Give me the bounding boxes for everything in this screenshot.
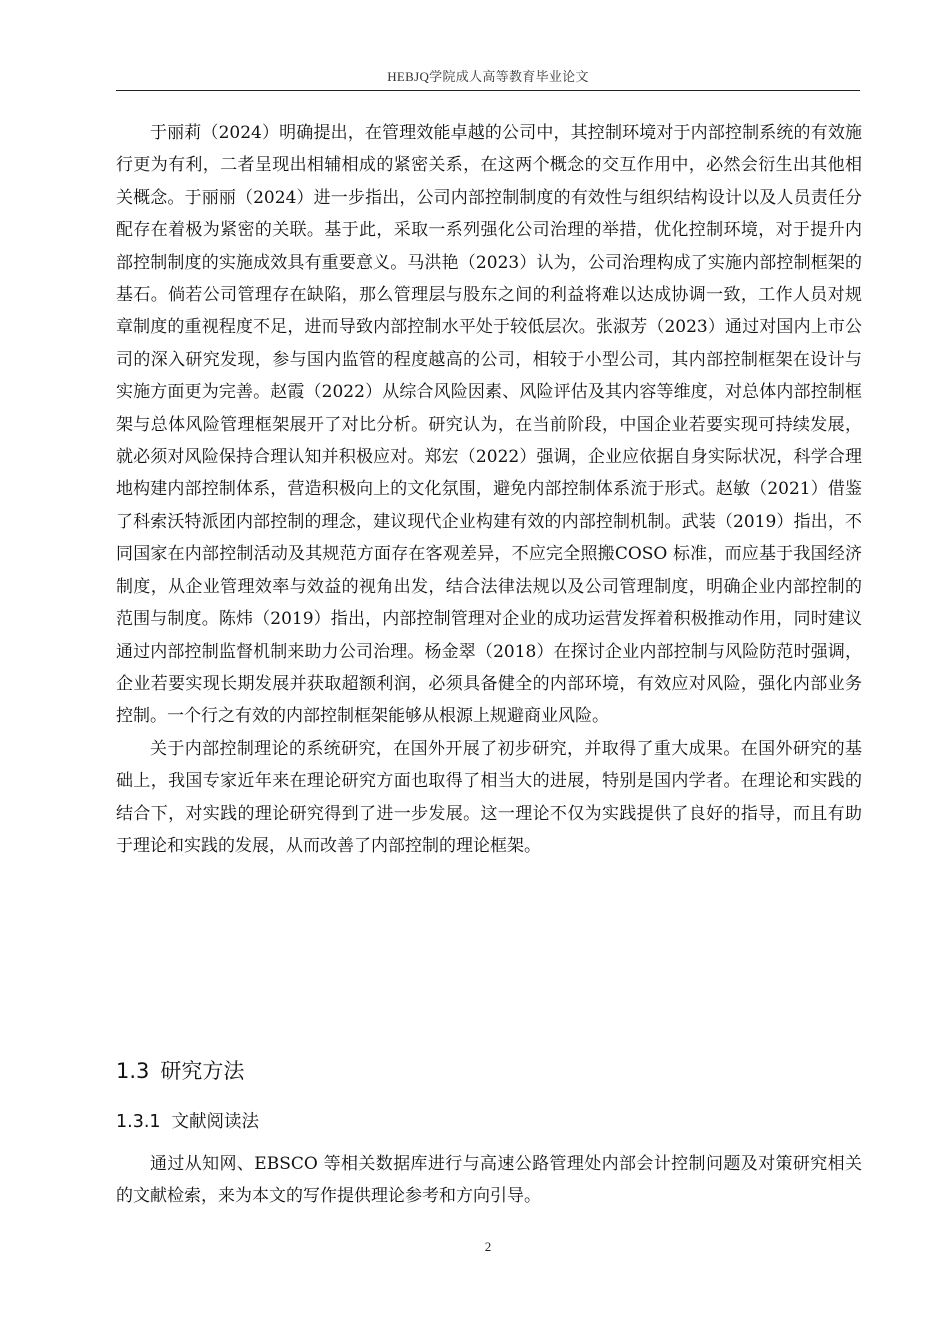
page-number: 2: [484, 1239, 492, 1254]
body-paragraph-method: 通过从知网、EBSCO 等相关数据库进行与高速公路管理处内部会计控制问题及对策研究相关的文献检索，来为本文的写作提供理论参考和方向引导。: [116, 1154, 862, 1207]
literature-review-body: [116, 117, 862, 862]
header-divider: [116, 90, 860, 91]
subsection-title-text: 文献阅读法: [171, 1112, 260, 1132]
subsection-heading: [116, 1107, 259, 1137]
subsection-number: 1.3.1: [116, 1112, 161, 1132]
section-number: 1.3: [116, 1059, 150, 1083]
section-title-text: 研究方法: [160, 1059, 245, 1083]
body-paragraph-domestic-review: 于丽莉（2024）明确提出，在管理效能卓越的公司中，其控制环境对于内部控制系统的有效施行更为有利，二者呈现出相辅相成的紧密关系，在这两个概念的交互作用中，必然会衍生出其他相关概念。于丽丽（2024）进一步指出，公司内部控制制度的有效性与组织结构设计以及人员责任分配存在着极为紧密的关联。基于此，采取一系列强化公司治理的举措，优化控制环境，对于提升内部控制制度的实施成效具有重要意义。马洪艳（2023）认为，公司治理构成了实施内部控制框架的基石。倘若公司管理存在缺陷，那么管理层与股东之间的利益将难以达成协调一致，工作人员对规章制度的重视程度不足，进而导致内部控制水平处于较低层次。张淑芳（2023）通过对国内上市公司的深入研究发现，参与国内监管的程度越高的公司，相较于小型公司，其内部控制框架在设计与实施方面更为完善。赵霞（2022）从综合风险因素、风险评估及其内容等维度，对总体内部控制框架与总体风险管理框架展开了对比分析。研究认为，在当前阶段，中国企业若要实现可持续发展，就必须对风险保持合理认知并积极应对。郑宏（2022）强调，企业应依据自身实际状况，科学合理地构建内部控制体系，营造积极向上的文化氛围，避免内部控制体系流于形式。赵敏（2021）借鉴了科索沃特派团内部控制的理念，建议现代企业构建有效的内部控制机制。武装（2019）指出，不同国家在内部控制活动及其规范方面存在客观差异，不应完全照搬COSO 标准，而应基于我国经济制度，从企业管理效率与效益的视角出发，结合法律法规以及公司管理制度，明确企业内部控制的范围与制度。陈炜（2019）指出，内部控制管理对企业的成功运营发挥着积极推动作用，同时建议通过内部控制监督机制来助力公司治理。杨金翠（2018）在探讨企业内部控制与风险防范时强调，企业若要实现长期发展并获取超额利润，必须具备健全的内部环境，有效应对风险，强化内部业务控制。一个行之有效的内部控制框架能够从根源上规避商业风险。: [116, 123, 862, 727]
page-header: HEBJQ学院成人高等教育毕业论文: [387, 69, 589, 84]
body-paragraph-summary: 关于内部控制理论的系统研究，在国外开展了初步研究，并取得了重大成果。在国外研究的基础上，我国专家近年来在理论研究方面也取得了相当大的进展，特别是国内学者。在理论和实践的结合下，对实践的理论研究得到了进一步发展。这一理论不仅为实践提供了良好的指导，而且有助于理论和实践的发展，从而改善了内部控制的理论框架。: [116, 738, 862, 856]
section-heading: [116, 1055, 244, 1087]
subsection-body: [116, 1148, 862, 1213]
